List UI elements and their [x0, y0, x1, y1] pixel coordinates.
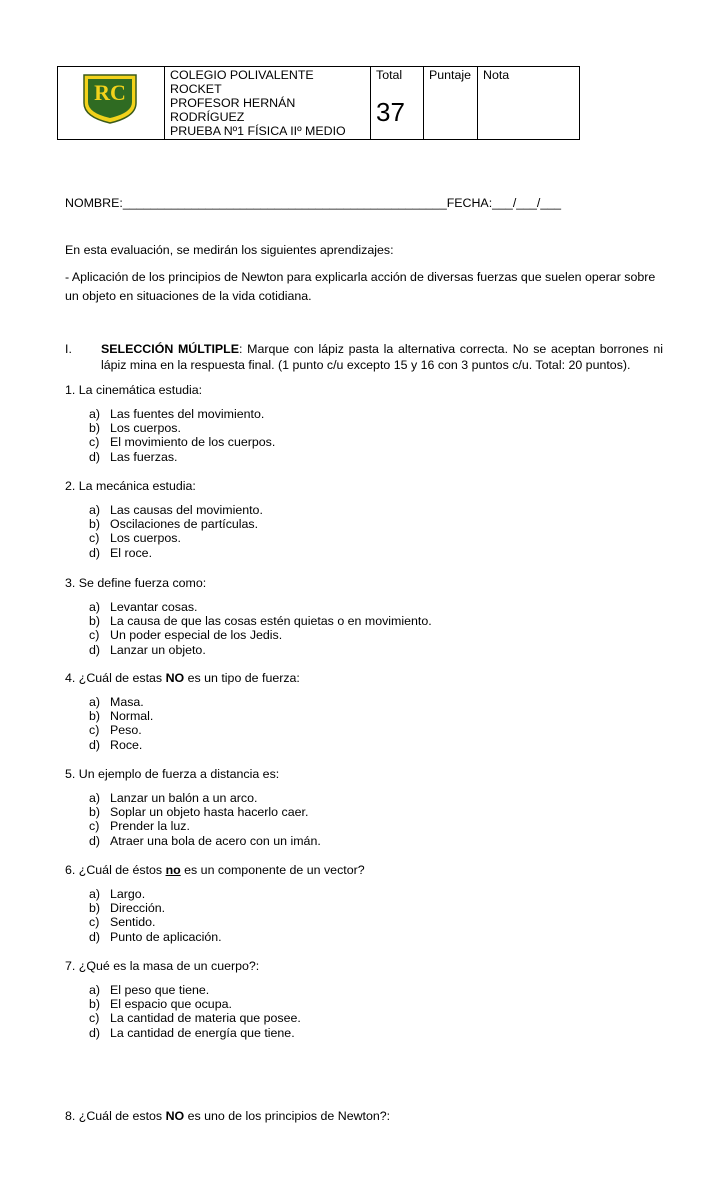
header-table — [57, 66, 580, 140]
option-letter: a) — [89, 791, 101, 805]
option-c[interactable] — [89, 531, 263, 545]
question-3 — [65, 576, 206, 590]
section-heading — [65, 341, 663, 375]
option-text: El peso que tiene. — [110, 983, 210, 997]
option-b[interactable] — [89, 709, 153, 723]
question-text: 7. ¿Qué es la masa de un cuerpo?: — [65, 959, 260, 973]
option-a[interactable] — [89, 503, 263, 517]
option-letter: b) — [89, 997, 101, 1012]
options-list — [89, 695, 153, 752]
option-a[interactable] — [89, 600, 432, 614]
option-text: Las causas del movimiento. — [110, 503, 263, 517]
option-letter: d) — [89, 1025, 101, 1040]
option-text: El movimiento de los cuerpos. — [110, 435, 276, 450]
options-list — [89, 791, 321, 848]
option-text: El roce. — [110, 545, 153, 560]
teacher-name: PROFESOR HERNÁN RODRÍGUEZ — [170, 96, 296, 124]
score-cell — [424, 67, 478, 140]
section-number: I. — [65, 342, 72, 356]
options-list — [89, 407, 275, 464]
option-letter: c) — [89, 915, 100, 930]
school-logo-icon — [58, 67, 162, 127]
option-text: Oscilaciones de partículas. — [110, 517, 259, 532]
logo-letters: RC — [94, 80, 126, 105]
option-text: La cantidad de energía que tiene. — [110, 1025, 295, 1040]
intro-text: En esta evaluación, se medirán los siguientes aprendizajes: — [65, 243, 394, 257]
option-text: Las fuerzas. — [110, 449, 178, 464]
option-text: El espacio que ocupa. — [110, 997, 232, 1012]
question-8 — [65, 1109, 390, 1123]
option-letter: b) — [89, 709, 101, 724]
option-letter: c) — [89, 435, 100, 450]
option-letter: a) — [89, 983, 101, 997]
total-label: Total — [376, 68, 403, 82]
option-text: Levantar cosas. — [110, 600, 198, 614]
header-title-cell — [165, 67, 371, 140]
option-letter: b) — [89, 517, 101, 532]
option-text: Peso. — [110, 723, 142, 738]
option-text: Roce. — [110, 737, 143, 752]
options-list — [89, 600, 432, 657]
question-emphasis: NO — [165, 1109, 185, 1123]
option-letter: a) — [89, 503, 101, 517]
option-text: Sentido. — [110, 915, 156, 930]
option-a[interactable] — [89, 695, 153, 709]
option-letter: c) — [89, 628, 100, 643]
option-letter: d) — [89, 929, 101, 944]
option-c[interactable] — [89, 723, 153, 737]
question-2 — [65, 479, 196, 493]
option-a[interactable] — [89, 887, 222, 901]
question-text: 3. Se define fuerza como: — [65, 576, 207, 590]
option-c[interactable] — [89, 1011, 301, 1025]
option-a[interactable] — [89, 791, 321, 805]
option-d[interactable] — [89, 450, 275, 464]
option-b[interactable] — [89, 901, 222, 915]
question-text: 5. Un ejemplo de fuerza a distancia es: — [65, 767, 280, 781]
question-text: 4. ¿Cuál de estas — [65, 671, 166, 685]
option-b[interactable] — [89, 614, 432, 628]
option-text: Soplar un objeto hasta hacerlo caer. — [110, 805, 309, 820]
option-letter: a) — [89, 600, 101, 614]
option-d[interactable] — [89, 930, 222, 944]
option-letter: d) — [89, 642, 101, 657]
option-c[interactable] — [89, 819, 321, 833]
grade-cell — [478, 67, 580, 140]
option-d[interactable] — [89, 546, 263, 560]
option-text: Lanzar un balón a un arco. — [110, 791, 258, 805]
option-letter: c) — [89, 819, 100, 834]
option-letter: a) — [89, 887, 101, 901]
option-letter: d) — [89, 833, 101, 848]
section-instructions: : Marque con lápiz pasta la alternativa correcta. No se aceptan borrones ni lápiz mina en la respuesta final. (1 punto c/u excepto 15 y 16 con 3 puntos c/u. Total: 20 puntos). — [101, 342, 663, 372]
question-emphasis: no — [165, 863, 181, 877]
question-1 — [65, 383, 202, 397]
option-b[interactable] — [89, 421, 275, 435]
option-c[interactable] — [89, 628, 432, 642]
options-list — [89, 887, 222, 944]
question-5 — [65, 767, 279, 781]
question-text-end: es uno de los principios de Newton?: — [184, 1109, 391, 1123]
option-c[interactable] — [89, 915, 222, 929]
options-list — [89, 503, 263, 560]
question-emphasis: NO — [165, 671, 185, 685]
question-7 — [65, 959, 259, 973]
option-letter: a) — [89, 695, 101, 709]
option-text: Las fuentes del movimiento. — [110, 407, 265, 421]
option-a[interactable] — [89, 407, 275, 421]
option-text: Normal. — [110, 709, 154, 724]
option-a[interactable] — [89, 983, 301, 997]
question-text: 8. ¿Cuál de estos — [65, 1109, 166, 1123]
question-text: 2. La mecánica estudia: — [65, 479, 196, 493]
grade-label: Nota — [483, 68, 510, 82]
option-text: Masa. — [110, 695, 144, 709]
school-name: COLEGIO POLIVALENTE ROCKET — [170, 68, 314, 96]
section-instructions-wrap — [101, 341, 663, 373]
option-letter: b) — [89, 421, 101, 436]
option-d[interactable] — [89, 643, 432, 657]
option-letter: b) — [89, 614, 101, 629]
option-c[interactable] — [89, 435, 275, 449]
question-text: 1. La cinemática estudia: — [65, 383, 203, 397]
option-d[interactable] — [89, 834, 321, 848]
option-text: La cantidad de materia que posee. — [110, 1011, 301, 1026]
question-text: 6. ¿Cuál de éstos — [65, 863, 166, 877]
score-label: Puntaje — [429, 68, 472, 82]
question-text-end: es un tipo de fuerza: — [184, 671, 300, 685]
option-d[interactable] — [89, 1026, 301, 1040]
option-text: Punto de aplicación. — [110, 929, 222, 944]
question-6 — [65, 863, 365, 877]
option-letter: c) — [89, 1011, 100, 1026]
objective-text: - Aplicación de los principios de Newton para explicarla acción de diversas fuerzas que suelen operar sobre un objeto en situaciones de la vida cotidiana. — [65, 270, 656, 303]
section-title: SELECCIÓN MÚLTIPLE — [101, 342, 239, 356]
option-text: Dirección. — [110, 901, 166, 916]
logo-cell — [58, 67, 165, 140]
total-cell — [371, 67, 424, 140]
option-letter: d) — [89, 545, 101, 560]
test-name: PRUEBA Nº1 FÍSICA IIº MEDIO — [170, 124, 346, 138]
option-b[interactable] — [89, 805, 321, 819]
option-text: Atraer una bola de acero con un imán. — [110, 833, 321, 848]
option-text: Prender la luz. — [110, 819, 190, 834]
option-letter: b) — [89, 901, 101, 916]
option-b[interactable] — [89, 517, 263, 531]
option-letter: a) — [89, 407, 101, 421]
option-text: La causa de que las cosas estén quietas o en movimiento. — [110, 614, 432, 629]
option-d[interactable] — [89, 738, 153, 752]
question-text-end: es un componente de un vector? — [180, 863, 365, 877]
option-letter: d) — [89, 449, 101, 464]
option-letter: d) — [89, 737, 101, 752]
options-list — [89, 983, 301, 1040]
option-text: Largo. — [110, 887, 146, 901]
option-letter: c) — [89, 723, 100, 738]
option-letter: b) — [89, 805, 101, 820]
option-text: Lanzar un objeto. — [110, 642, 206, 657]
total-value: 37 — [376, 97, 405, 127]
option-b[interactable] — [89, 997, 301, 1011]
option-text: Los cuerpos. — [110, 531, 181, 546]
option-letter: c) — [89, 531, 100, 546]
question-4 — [65, 671, 300, 685]
name-date-line[interactable]: NOMBRE:_______________________________________________FECHA:___/___/___ — [65, 196, 562, 210]
option-text: Un poder especial de los Jedis. — [110, 628, 283, 643]
option-text: Los cuerpos. — [110, 421, 181, 436]
